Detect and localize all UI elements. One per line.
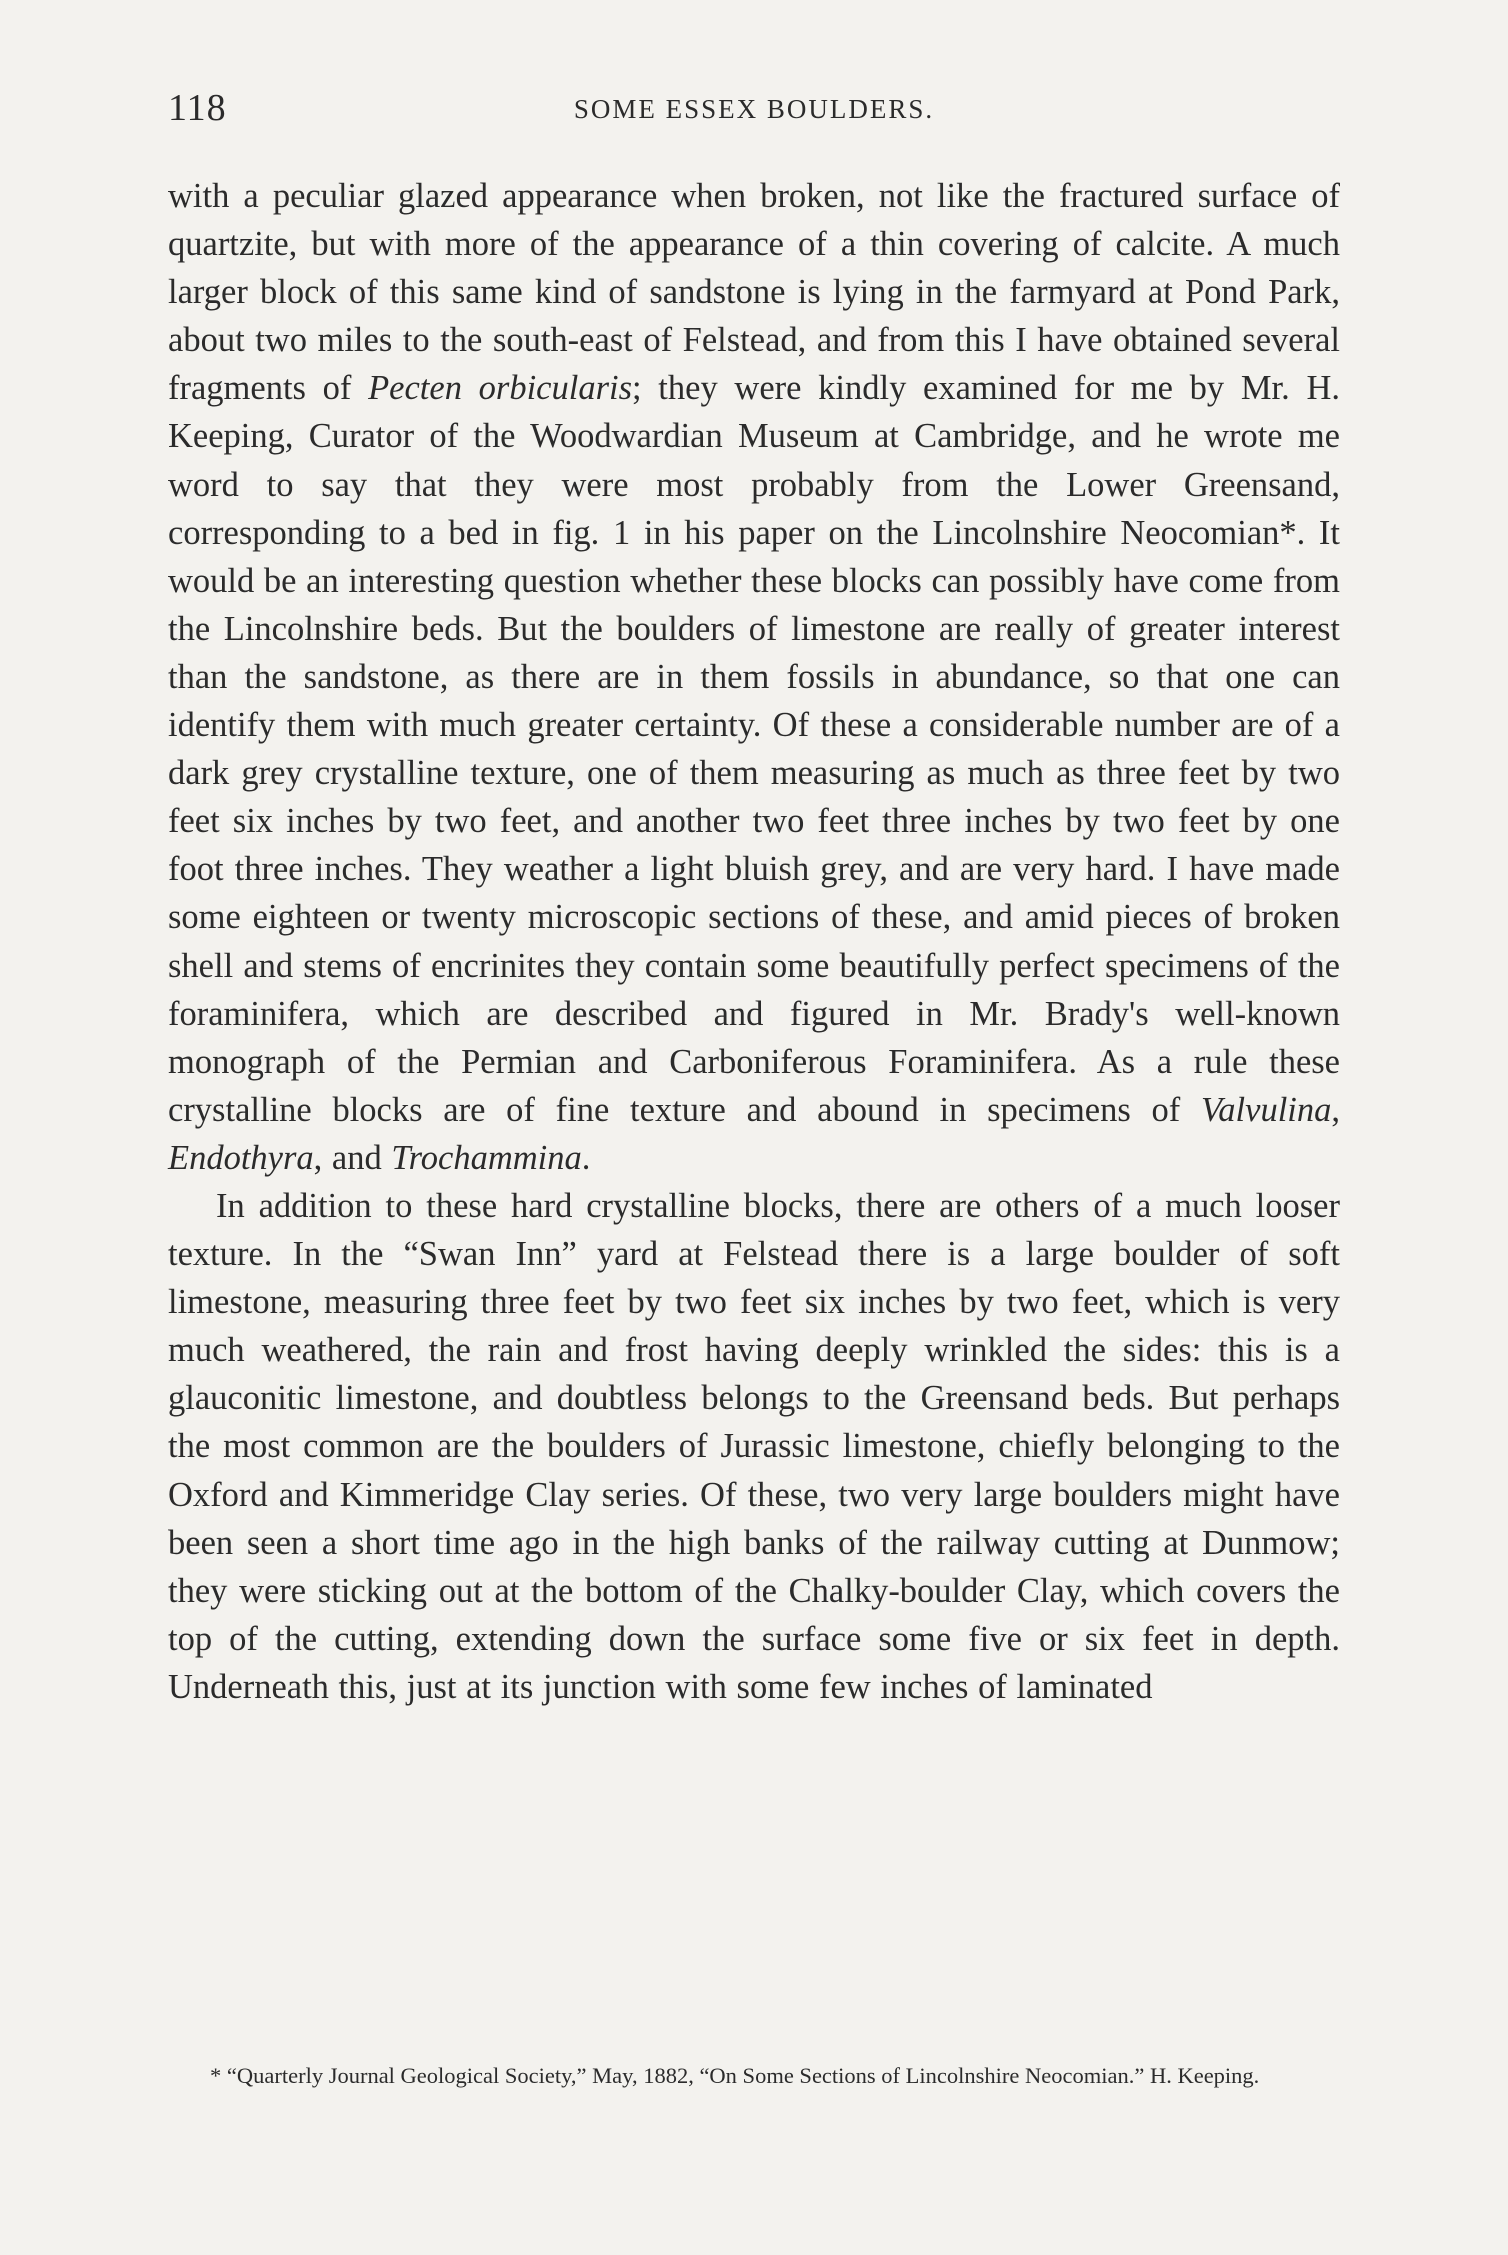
footnote bbox=[168, 2060, 1340, 2091]
footnote-text: * “Quarterly Journal Geological Society,” May, 1882, “On Some Sections of Lincolnshire Neocomian.” H. Keeping. bbox=[210, 2063, 1260, 2088]
paragraph-1 bbox=[168, 172, 1340, 1182]
paragraph-2: In addition to these hard crystalline blocks, there are others of a much looser texture. In the “Swan Inn” yard at Felstead there is a large boulder of soft limestone, measuring three feet by two feet six inches by two feet, which is very much weathered, the rain and frost having deeply wrinkled the sides: this is a glauconitic limestone, and doubtless belongs to the Greensand beds. But perhaps the most common are the boulders of Jurassic limestone, chiefly belonging to the Oxford and Kimmeridge Clay series. Of these, two very large boulders might have been seen a short time ago in the high banks of the railway cutting at Dunmow; they were sticking out at the bottom of the Chalky-boulder Clay, which covers the top of the cutting, extending down the surface some five or six feet in depth. Underneath this, just at its junction with some few inches of laminated bbox=[168, 1186, 1340, 1706]
paragraph-1-text-5: . bbox=[581, 1138, 591, 1177]
italic-pecten-orbicularis: Pecten orbicularis bbox=[368, 369, 633, 408]
italic-endothyra: Endothyra bbox=[168, 1138, 314, 1177]
body-text bbox=[168, 172, 1340, 1711]
page-header bbox=[168, 86, 1340, 136]
italic-trochammina: Trochammina bbox=[391, 1138, 582, 1177]
paragraph-1-text-3: , bbox=[1331, 1090, 1340, 1129]
italic-valvulina: Valvulina bbox=[1201, 1090, 1332, 1129]
paragraph-1-text-1: with a peculiar glazed appearance when broken, not like the fractured surface of quartzite, but with more of the appearance of a thin covering of calcite. A much larger block of this same kind of sandstone is lying in the farmyard at Pond Park, about two miles to the south-east of Felstead, and from this I have obtained several fragments of bbox=[168, 177, 1340, 408]
running-title: SOME ESSEX BOULDERS. bbox=[573, 94, 935, 124]
paragraph-1-text-4: , and bbox=[313, 1138, 392, 1177]
page-number: 118 bbox=[168, 87, 227, 129]
paragraph-1-text-2: ; they were kindly examined for me by Mr. H. Keeping, Curator of the Woodwardian Museum at Cambridge, and he wrote me word to say that they were most probably from the Lower Greensand, corresponding to a bed in fig. 1 in his paper on the Lincolnshire Neocomian*. It would be an interesting question whether these blocks can possibly have come from the Lincolnshire beds. But the boulders of limestone are really of greater interest than the sandstone, as there are in them fossils in abundance, so that one can identify them with much greater certainty. Of these a considerable number are of a dark grey crystalline texture, one of them measuring as much as three feet by two feet six inches by two feet, and another two feet three inches by two feet by one foot three inches. They weather a light bluish grey, and are very hard. I have made some eighteen or twenty microscopic sections of these, and amid pieces of broken shell and stems of encrinites they contain some beautifully perfect specimens of the foraminifera, which are described and figured in Mr. Brady's well-known monograph of the Permian and Carboniferous Foraminifera. As a rule these crystalline blocks are of fine texture and abound in specimens of bbox=[168, 369, 1340, 1129]
